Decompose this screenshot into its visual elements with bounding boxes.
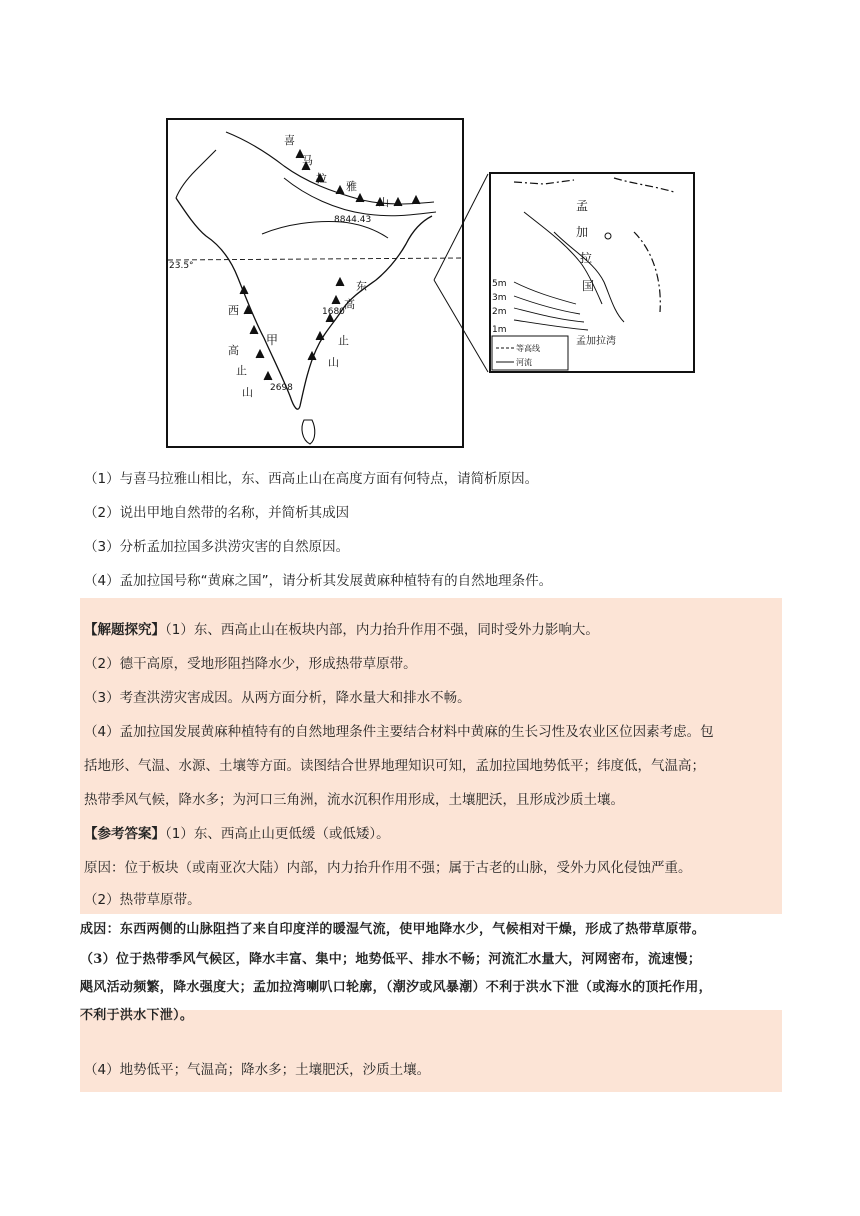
legend-contour: 等高线 <box>516 344 540 353</box>
contour-2m: 2m <box>492 307 507 317</box>
analysis-line-6: 热带季风气候，降水多；为河口三角洲，流水沉积作用形成，土壤肥沃，且形成沙质土壤。 <box>84 792 624 808</box>
analysis-line-1: 【解题探究】（1）东、西高止山在板块内部，内力抬升作用不强，同时受外力影响大。 <box>84 622 599 638</box>
latitude-label: 23.5° <box>169 261 194 271</box>
analysis-line-2: （2）德干高原，受地形阻挡降水少，形成热带草原带。 <box>84 656 417 672</box>
question-2: （2）说出甲地自然带的名称，并简析其成因 <box>84 505 350 521</box>
question-4: （4）孟加拉国号称“黄麻之国”，请分析其发展黄麻种植特有的自然地理条件。 <box>84 573 553 589</box>
map-label-la: 拉 <box>316 172 327 185</box>
question-3: （3）分析孟加拉国多洪涝灾害的自然原因。 <box>84 539 350 555</box>
map-label-east-gao: 高 <box>344 298 355 311</box>
map-label-west: 西 <box>228 304 239 317</box>
map-label-ma: 马 <box>302 154 313 167</box>
answer-line-2: 原因：位于板块（或南亚次大陆）内部，内力抬升作用不强；属于古老的山脉，受外力风化侵蚀严重。 <box>84 860 692 876</box>
contour-1m: 1m <box>492 325 507 335</box>
analysis-line-4: （4）孟加拉国发展黄麻种植特有的自然地理条件主要结合材料中黄麻的生长习性及农业区位因素考虑。包 <box>84 724 714 740</box>
bay-of-bengal-label: 孟加拉湾 <box>576 336 616 347</box>
answer-tag: 【参考答案】 <box>84 826 165 842</box>
map-label-la2: 拉 <box>580 251 593 265</box>
map-label-ya: 雅 <box>346 180 357 193</box>
map-label-east-shan: 山 <box>328 356 339 369</box>
contour-3m: 3m <box>492 293 507 303</box>
map-label-west-shan: 山 <box>242 386 253 399</box>
analysis-line-3: （3）考查洪涝灾害成因。从两方面分析，降水量大和排水不畅。 <box>84 690 471 706</box>
peak-height-label: 8844.43 <box>334 215 372 225</box>
map-label-guo: 国 <box>582 279 595 293</box>
hand-line-4: 不利于洪水下泄）。 <box>80 1008 194 1023</box>
hand-line-3: 飓风活动频繁，降水强度大；孟加拉湾喇叭口轮廓，（潮汐或风暴潮）不利于洪水下泄（或海水的顶托作用， <box>80 980 712 995</box>
map-label-jia: 加 <box>576 225 589 239</box>
question-1: （1）与喜马拉雅山相比，东、西高止山在高度方面有何特点，请简析原因。 <box>84 471 539 487</box>
map-label-meng: 孟 <box>576 199 589 213</box>
analysis-line-5: 括地形、气温、水源、土壤等方面。读图结合世界地理知识可知，孟加拉国地势低平；纬度低，气温高； <box>84 758 705 774</box>
map-label-east: 东 <box>356 280 367 293</box>
bangladesh-map <box>484 172 696 374</box>
legend-river: 河流 <box>516 358 532 367</box>
map-label-xi: 喜 <box>284 134 295 147</box>
east-height-label: 1680 <box>322 307 345 317</box>
south-asia-map <box>166 118 464 448</box>
hand-line-1: 成因：东西两侧的山脉阻挡了来自印度洋的暖湿气流，使甲地降水少，气候相对干燥，形成了热带草原带。 <box>80 922 706 937</box>
map-label-west-zhi: 止 <box>236 364 247 377</box>
map-label-east-zhi: 止 <box>338 334 349 347</box>
analysis-tag: 【解题探究】 <box>84 622 165 638</box>
contour-5m: 5m <box>492 279 507 289</box>
answer-line-1: 【参考答案】（1）东、西高止山更低缓（或低矮）。 <box>84 826 390 842</box>
region-jia-label: 甲 <box>266 333 279 347</box>
map-label-shan: 山 <box>378 196 389 209</box>
hand-line-2: （3）位于热带季风气候区，降水丰富、集中；地势低平、排水不畅；河流汇水量大，河网密布，流速慢； <box>80 952 702 967</box>
answer-line-4: （4）地势低平；气温高；降水多；土壤肥沃，沙质土壤。 <box>84 1062 431 1078</box>
map-label-west-gao: 高 <box>228 344 239 357</box>
west-height-label: 2698 <box>270 383 293 393</box>
answer-line-3: （2）热带草原带。 <box>84 892 201 908</box>
question-list <box>84 462 784 598</box>
